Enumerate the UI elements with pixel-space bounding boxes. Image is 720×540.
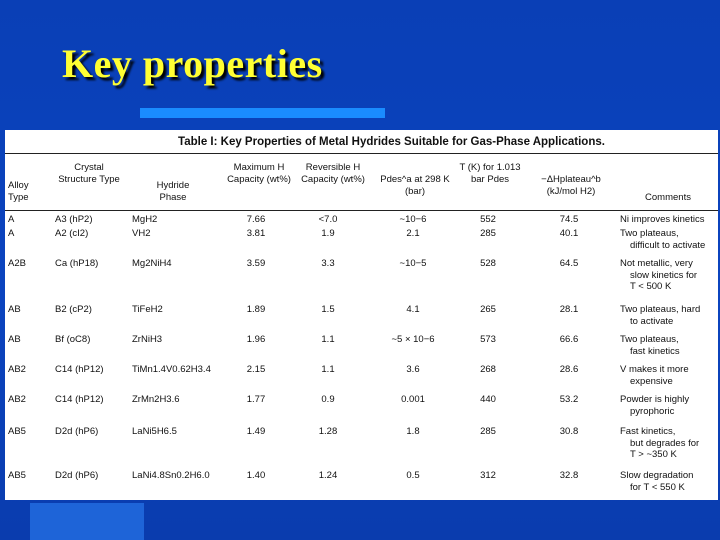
cell-comments: V makes it more expensive: [620, 364, 689, 387]
cell-phase: TiFeH2: [132, 304, 163, 315]
cell-rev-capacity: 1.28: [318, 426, 338, 437]
cell-comments: Powder is highly pyrophoric: [620, 394, 690, 417]
cell-alloy: A: [8, 228, 15, 239]
cell-max-capacity: 3.81: [246, 228, 266, 239]
cell-pdes: 1.8: [406, 426, 420, 437]
cell-pdes: 2.1: [406, 228, 420, 239]
cell-rev-capacity: 1.24: [318, 470, 338, 481]
cell-rev-capacity: 1.9: [321, 228, 335, 239]
header-temperature: T (K) for 1.013 bar Pdes: [459, 162, 521, 185]
cell-temp: 312: [480, 470, 496, 481]
cell-dh: 66.6: [559, 334, 579, 345]
cell-phase: ZrNiH3: [132, 334, 163, 345]
cell-alloy: AB5: [8, 470, 26, 481]
cell-temp: 528: [480, 258, 496, 269]
table-header-rule: [5, 210, 718, 211]
cell-max-capacity: 1.96: [246, 334, 266, 345]
cell-max-capacity: 2.15: [246, 364, 266, 375]
cell-alloy: A2B: [8, 258, 26, 269]
cell-structure: D2d (hP6): [55, 470, 99, 481]
cell-comments: Two plateaus, difficult to activate: [620, 228, 706, 251]
cell-max-capacity: 1.77: [246, 394, 266, 405]
cell-rev-capacity: 1.1: [321, 334, 335, 345]
cell-pdes: 4.1: [406, 304, 420, 315]
cell-phase: VH2: [132, 228, 151, 239]
cell-rev-capacity: 1.1: [321, 364, 335, 375]
cell-alloy: AB5: [8, 426, 26, 437]
header-alloy-type: Alloy Type: [8, 180, 29, 203]
cell-temp: 265: [480, 304, 496, 315]
cell-dh: 53.2: [559, 394, 579, 405]
cell-pdes: ~10−6: [399, 214, 427, 225]
cell-dh: 28.1: [559, 304, 579, 315]
cell-alloy: A: [8, 214, 15, 225]
cell-alloy: AB2: [8, 364, 26, 375]
cell-phase: TiMn1.4V0.62H3.4: [132, 364, 211, 375]
cell-alloy: AB2: [8, 394, 26, 405]
metal-hydrides-table: [5, 130, 718, 500]
table-top-rule: [5, 153, 718, 154]
cell-comments: Two plateaus, hard to activate: [620, 304, 701, 327]
cell-comments: Not metallic, very slow kinetics for T < 500 K: [620, 258, 698, 292]
header-enthalpy: −ΔHplateau^b (kJ/mol H2): [541, 174, 601, 197]
cell-structure: A3 (hP2): [55, 214, 93, 225]
header-pdes: Pdes^a at 298 K (bar): [380, 174, 450, 197]
cell-phase: LaNi4.8Sn0.2H6.0: [132, 470, 210, 481]
header-hydride-phase: Hydride Phase: [156, 180, 190, 203]
cell-phase: MgH2: [132, 214, 158, 225]
cell-pdes: ~5 × 10−6: [391, 334, 435, 345]
cell-dh: 40.1: [559, 228, 579, 239]
header-crystal-structure: Crystal Structure Type: [58, 162, 120, 185]
cell-temp: 552: [480, 214, 496, 225]
cell-rev-capacity: <7.0: [318, 214, 338, 225]
table-caption: Table I: Key Properties of Metal Hydrides Suitable for Gas-Phase Applications.: [178, 136, 605, 148]
cell-pdes: ~10−5: [399, 258, 427, 269]
title-accent-bar: [140, 108, 385, 118]
cell-phase: Mg2NiH4: [132, 258, 172, 269]
cell-structure: B2 (cP2): [55, 304, 92, 315]
cell-structure: C14 (hP12): [55, 394, 104, 405]
cell-pdes: 3.6: [406, 364, 420, 375]
cell-max-capacity: 1.49: [246, 426, 266, 437]
cell-phase: LaNi5H6.5: [132, 426, 177, 437]
cell-phase: ZrMn2H3.6: [132, 394, 180, 405]
cell-comments: Fast kinetics, but degrades for T > ~350 K: [620, 426, 700, 460]
cell-max-capacity: 1.40: [246, 470, 266, 481]
cell-structure: Ca (hP18): [55, 258, 99, 269]
cell-temp: 268: [480, 364, 496, 375]
cell-temp: 573: [480, 334, 496, 345]
header-comments: Comments: [645, 192, 691, 203]
cell-dh: 30.8: [559, 426, 579, 437]
cell-max-capacity: 1.89: [246, 304, 266, 315]
cell-dh: 28.6: [559, 364, 579, 375]
header-rev-capacity: Reversible H Capacity (wt%): [301, 162, 365, 185]
cell-temp: 285: [480, 228, 496, 239]
cell-alloy: AB: [8, 304, 21, 315]
slide-title: Key properties: [62, 41, 323, 86]
header-max-capacity: Maximum H Capacity (wt%): [227, 162, 291, 185]
cell-comments: Slow degradation for T < 550 K: [620, 470, 694, 493]
cell-structure: D2d (hP6): [55, 426, 99, 437]
cell-structure: Bf (oC8): [55, 334, 91, 345]
cell-pdes: 0.5: [406, 470, 420, 481]
cell-rev-capacity: 1.5: [321, 304, 335, 315]
cell-dh: 64.5: [559, 258, 579, 269]
cell-max-capacity: 7.66: [246, 214, 266, 225]
cell-pdes: 0.001: [401, 394, 425, 405]
cell-max-capacity: 3.59: [246, 258, 266, 269]
cell-temp: 440: [480, 394, 496, 405]
cell-temp: 285: [480, 426, 496, 437]
cell-dh: 32.8: [559, 470, 579, 481]
cell-alloy: AB: [8, 334, 21, 345]
cell-comments: Ni improves kinetics: [620, 214, 705, 225]
cell-structure: A2 (cI2): [55, 228, 89, 239]
cell-rev-capacity: 0.9: [321, 394, 335, 405]
footer-accent-block: [30, 503, 144, 540]
cell-rev-capacity: 3.3: [321, 258, 335, 269]
cell-dh: 74.5: [559, 214, 579, 225]
cell-structure: C14 (hP12): [55, 364, 104, 375]
cell-comments: Two plateaus, fast kinetics: [620, 334, 680, 357]
